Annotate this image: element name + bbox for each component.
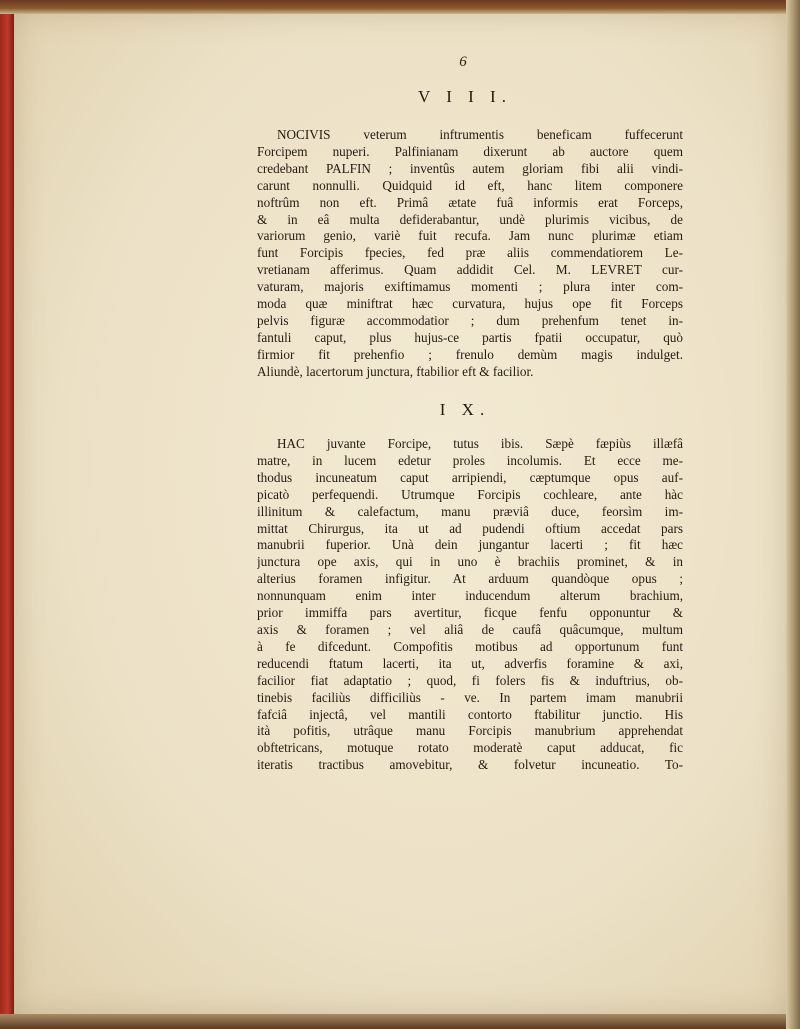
text-line: NOCIVIS veterum inftrumentis beneficam fuffecerunt [277, 127, 683, 142]
page-bottom-edge [0, 1014, 800, 1029]
text-line: fantuli caput, plus hujus-ce partis fpatii occupatur, quò [257, 329, 683, 345]
text-line: carunt nonnulli. Quidquid id eft, hanc litem componere [257, 177, 683, 193]
text-line: variorum genio, variè fuit recufa. Jam nunc plurimæ etiam [257, 228, 683, 244]
text-line: Forcipem nuperi. Palfinianam dixerunt ab auctore quem [257, 143, 683, 159]
page-number: 6 [459, 54, 467, 70]
section-heading-ix: I X. [439, 400, 491, 419]
text-line: à fe difcedunt. Compofitis motibus ad opportunum funt [257, 638, 683, 654]
text-line: Aliundè, lacertorum junctura, ftabilior eft & facilior. [257, 363, 534, 379]
text-line: picatò perfequendi. Utrumque Forcipis cochleare, ante hàc [257, 486, 683, 502]
text-line: matre, in lucem edetur proles incolumis. Et ecce me- [257, 452, 683, 468]
text-line: vretianam afferimus. Quam addidit Cel. M. LEVRET cur- [257, 262, 683, 278]
text-line: thodus incuneatum caput arripiendi, cæptumque opus auf- [257, 469, 683, 485]
text-line: pelvis figuræ accommodatior ; dum prehenfum tenet in- [257, 312, 683, 328]
text-line: tinebis faciliùs difficiliùs - ve. In partem imam manubrii [257, 689, 683, 705]
text-line: nonnunquam enim inter inducendum alterum brachium, [257, 588, 683, 604]
text-line: reducendi ftatum lacerti, ita ut, adverfis foramine & axi, [257, 655, 683, 671]
text-line: mittat Chirurgus, ita ut ad pudendi oftium accedat pars [257, 520, 683, 536]
text-line: fafciâ injectâ, vel mantili contorto ftabilitur junctio. His [257, 706, 683, 722]
text-line: obftetricans, motuque rotato moderatè caput adducat, fic [257, 740, 683, 756]
section-text-viii [257, 127, 683, 381]
text-line: & in eâ multa defiderabantur, undè plurimis vicibus, de [257, 211, 683, 227]
text-line: facilior fiat adaptatio ; quod, fi folers fis & induftrius, ob- [257, 672, 683, 688]
text-line: prior immiffa pars avertitur, ficque fenfu opponuntur & [257, 605, 683, 621]
text-line: manubrii fuperior. Unà dein jungantur lacerti ; fit hæc [257, 537, 683, 553]
text-line: illinitum & calefactum, manu præviâ duce, feorsìm im- [257, 503, 683, 519]
text-line: junctura ope axis, qui in uno è brachiis prominet, & in [257, 554, 683, 570]
text-line: credebant PALFIN ; inventûs autem gloriam fibi alii vindi- [257, 160, 683, 176]
section-heading-viii: V I I I. [418, 87, 512, 106]
text-line: ità pofitis, utrâque manu Forcipis manubrium apprehendat [257, 723, 683, 739]
text-line: alterius foramen infigitur. At arduum quandòque opus ; [257, 571, 683, 587]
text-line: noftrûm non eft. Primâ ætate fuâ informis erat Forceps, [257, 194, 683, 210]
page-stack-edge [786, 0, 800, 1029]
text-line: vaturam, majoris exiftimamus momenti ; plura inter com- [257, 279, 683, 295]
section-text-ix [257, 436, 683, 774]
text-line: moda quæ miniftrat hæc curvatura, hujus ope fit Forceps [257, 296, 683, 312]
text-line: iteratis tractibus amovebitur, & folvetur incuneatio. To- [257, 757, 683, 773]
text-line: HAC juvante Forcipe, tutus ibis. Sæpè fæpiùs illæfâ [277, 436, 683, 451]
text-line: firmior fit prehenfio ; frenulo demùm magis indulget. [257, 346, 683, 362]
text-line: axis & foramen ; vel aliâ de caufâ quâcumque, multum [257, 621, 683, 637]
page-top-edge [0, 0, 800, 14]
book-cover-edge [0, 0, 14, 1029]
text-line: funt Forcipis fpecies, fed præ aliis commendatiorem Le- [257, 245, 683, 261]
